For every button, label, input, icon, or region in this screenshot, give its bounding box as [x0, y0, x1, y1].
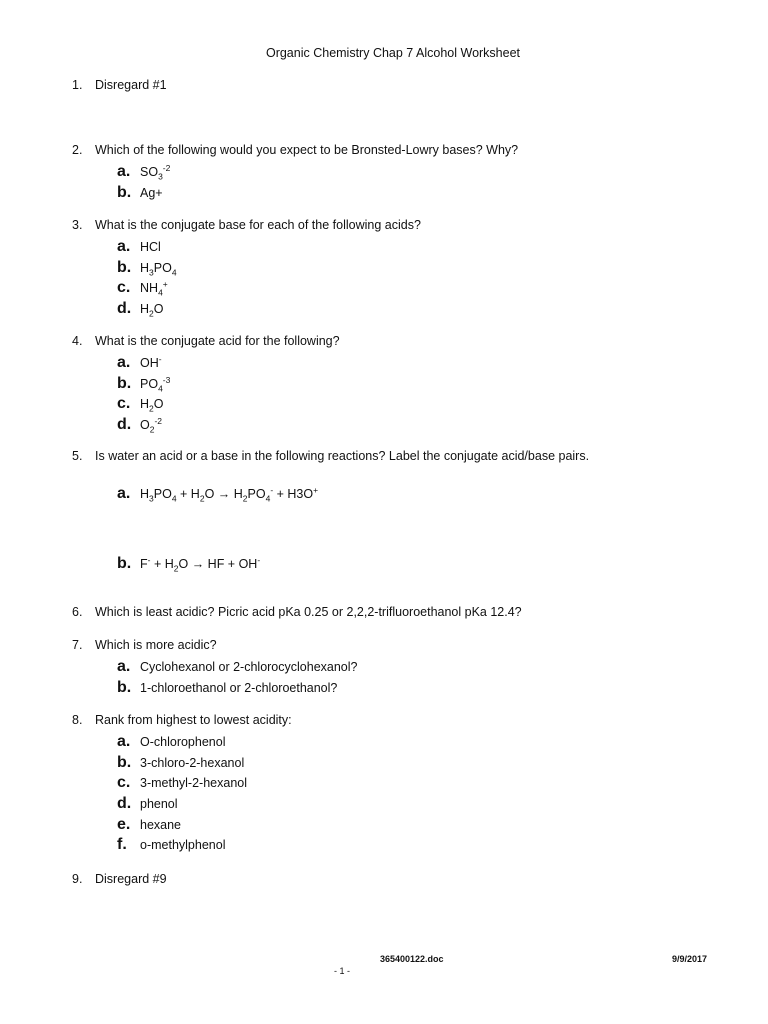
sub-question-list: [117, 658, 712, 699]
sub-question: [117, 259, 712, 280]
sub-question-letter: a.: [117, 354, 131, 371]
sub-question-letter: a.: [117, 163, 131, 180]
sub-question-letter: b.: [117, 678, 132, 696]
sub-question-text: $H_2O$: [140, 302, 164, 319]
question-number: 5.: [72, 449, 83, 463]
worksheet-title: Organic Chemistry Chap 7 Alcohol Worksheet: [265, 46, 521, 60]
question-number: 1.: [72, 78, 83, 92]
sub-question-text: $NH_4^+$: [140, 279, 168, 298]
sub-question-text: $O_2^{-2}$: [140, 415, 163, 435]
sub-question-letter: a.: [117, 733, 131, 750]
sub-question: [117, 279, 712, 300]
question-1: [72, 78, 712, 98]
question-number: 4.: [72, 334, 83, 348]
sub-question-letter: b.: [117, 753, 132, 771]
question-number: 7.: [72, 638, 83, 652]
sub-question-text: phenol: [140, 797, 178, 812]
sub-question: [117, 555, 260, 576]
sub-question: [117, 733, 712, 754]
sub-question: [117, 658, 712, 679]
sub-question: [117, 238, 712, 259]
question-8: [72, 713, 712, 857]
question-header: [72, 638, 712, 658]
footer-date: 9/9/2017: [672, 954, 708, 964]
sub-question: [117, 300, 712, 321]
question-text: Rank from highest to lowest acidity:: [95, 713, 292, 727]
sub-question: [117, 416, 712, 437]
sub-question: [117, 163, 712, 184]
sub-question: [117, 184, 712, 205]
question-9: [72, 872, 712, 892]
sub-question-text: $H_3PO_4 + H_2O \to H_2PO_4^- + H3O^+$: [140, 484, 319, 504]
sub-question-text: o-methylphenol: [140, 838, 226, 853]
question-7: [72, 638, 712, 699]
question-5: [72, 449, 712, 574]
sub-question-text: $SO_3^{-2}$: [140, 162, 171, 182]
sub-question: [117, 679, 712, 700]
footer-filename: 365400122.doc: [380, 954, 444, 964]
sub-question: [117, 795, 712, 816]
question-header: [72, 872, 712, 892]
sub-question-letter: c.: [117, 395, 131, 413]
sub-question-text: hexane: [140, 817, 182, 832]
sub-question-text: $H_2O$: [140, 397, 164, 414]
sub-question-text: 3-chloro-2-hexanol: [140, 755, 245, 770]
sub-question-letter: f.: [117, 836, 127, 854]
sub-question: [117, 754, 712, 775]
question-number: 8.: [72, 713, 83, 727]
sub-question-list: [117, 163, 712, 204]
question-header: [72, 605, 712, 625]
sub-question: [117, 375, 712, 396]
sub-question-text: 3-methyl-2-hexanol: [140, 776, 247, 791]
question-text: Is water an acid or a base in the following reactions? Label the conjugate acid/base pairs.: [95, 449, 590, 463]
sub-question: [117, 354, 712, 375]
question-4: [72, 334, 712, 437]
sub-question-letter: d.: [117, 416, 132, 434]
sub-question: [117, 395, 712, 416]
question-text: Which of the following would you expect to be Bronsted-Lowry bases? Why?: [95, 143, 519, 157]
sub-question-text: 1-chloroethanol or 2-chloroethanol?: [140, 680, 338, 695]
question-header: [72, 218, 712, 238]
question-header: [72, 334, 712, 354]
sub-question-text: Ag+: [140, 185, 163, 200]
sub-question-text: $H_3PO_4$: [140, 260, 177, 278]
sub-question-letter: a.: [117, 485, 131, 502]
sub-question-list: [117, 733, 712, 857]
question-number: 6.: [72, 605, 83, 619]
sub-question-text: $F^- + H_2O$ → HF + OH-: [140, 554, 261, 574]
sub-question-letter: b.: [117, 258, 132, 276]
sub-question-letter: b.: [117, 374, 132, 392]
question-number: 3.: [72, 218, 83, 232]
footer-page-number: - 1 -: [334, 966, 351, 976]
question-text: Disregard #9: [95, 872, 167, 886]
question-2: [72, 143, 712, 204]
question-text: Which is least acidic? Picric acid pKa 0.25 or 2,2,2-trifluoroethanol pKa 12.4?: [95, 605, 522, 619]
sub-question: [117, 816, 712, 837]
sub-question: [117, 774, 712, 795]
sub-question-list: [117, 354, 712, 437]
question-text: Which is more acidic?: [95, 638, 217, 652]
question-header: [72, 78, 712, 98]
sub-question-letter: c.: [117, 279, 131, 297]
question-text: Disregard #1: [95, 78, 167, 92]
sub-question-letter: d.: [117, 795, 132, 813]
sub-question-text: Cyclohexanol or 2-chlorocyclohexanol?: [140, 660, 358, 674]
question-number: 9.: [72, 872, 83, 886]
sub-question-text: OH-: [140, 353, 162, 370]
question-text: What is the conjugate base for each of the following acids?: [95, 218, 421, 232]
sub-question-letter: c.: [117, 774, 131, 792]
sub-question-letter: b.: [117, 555, 132, 572]
sub-question-text: O-chlorophenol: [140, 735, 226, 749]
question-text: What is the conjugate acid for the following?: [95, 334, 340, 348]
question-3: [72, 218, 712, 321]
sub-question-text: $PO_4^{-3}$: [140, 374, 171, 394]
sub-question-letter: a.: [117, 658, 131, 675]
sub-question: [117, 485, 318, 506]
sub-question-letter: b.: [117, 183, 132, 201]
sub-question-letter: a.: [117, 238, 131, 255]
sub-question-letter: d.: [117, 300, 132, 318]
question-header: [72, 713, 712, 733]
question-number: 2.: [72, 143, 83, 157]
sub-question-list: [117, 238, 712, 321]
sub-question-text: HCl: [140, 240, 161, 254]
question-header: [72, 143, 712, 163]
sub-question-letter: e.: [117, 815, 131, 833]
question-6: [72, 605, 712, 625]
question-header: [72, 449, 712, 469]
sub-question: [117, 836, 712, 857]
